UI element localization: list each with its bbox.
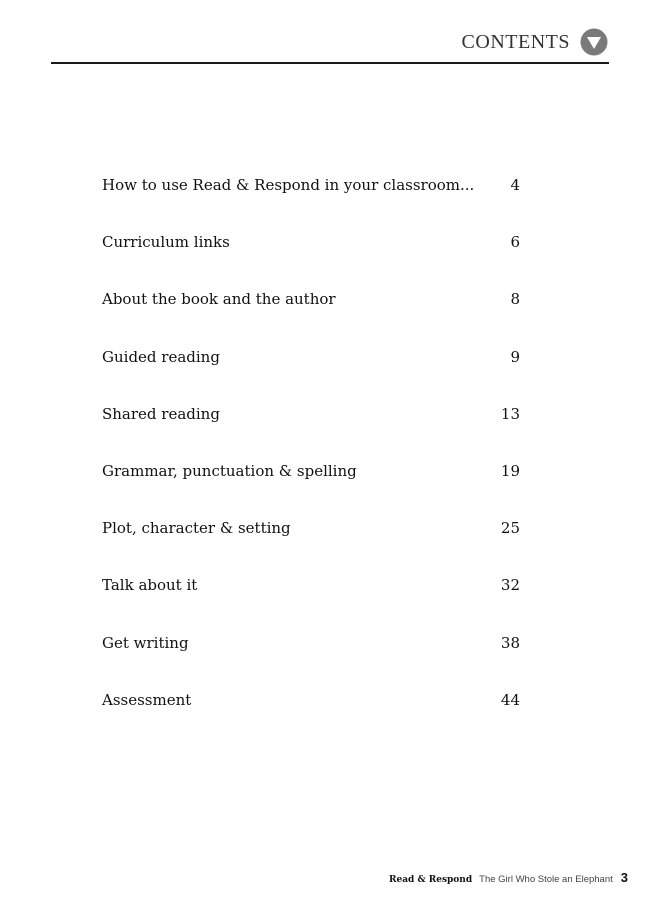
toc-entry-title: Assessment bbox=[102, 690, 192, 709]
header-divider bbox=[51, 62, 609, 64]
toc-entry-page: 6 bbox=[510, 233, 520, 252]
toc-entry-page: 44 bbox=[500, 690, 520, 709]
toc-entry-page: 8 bbox=[510, 290, 520, 309]
down-triangle-icon bbox=[580, 28, 608, 56]
toc-entry[interactable] bbox=[102, 685, 520, 742]
toc-entry-page: 9 bbox=[510, 347, 520, 366]
toc-entry-title: Get writing bbox=[102, 633, 189, 652]
toc-entry-page: 32 bbox=[500, 576, 520, 595]
toc-entry-title: Talk about it bbox=[102, 576, 198, 595]
toc-entry-title: Plot, character & setting bbox=[102, 519, 291, 538]
toc-entry-title: About the book and the author bbox=[102, 290, 336, 309]
toc-entry-page: 13 bbox=[500, 404, 520, 423]
toc-entry-page: 38 bbox=[500, 633, 520, 652]
page-footer bbox=[389, 870, 628, 885]
toc-entry[interactable] bbox=[102, 170, 520, 227]
toc-entry-title: Shared reading bbox=[102, 404, 220, 423]
footer-page-number: 3 bbox=[620, 870, 628, 885]
toc-entry-title: Guided reading bbox=[102, 347, 220, 366]
toc-entry-title: How to use Read & Respond in your classroom... bbox=[102, 176, 475, 194]
toc-entry-page: 19 bbox=[500, 461, 520, 480]
table-of-contents bbox=[102, 170, 520, 742]
toc-entry[interactable] bbox=[102, 284, 520, 341]
toc-entry[interactable] bbox=[102, 570, 520, 627]
toc-entry[interactable] bbox=[102, 342, 520, 399]
toc-entry-page: 25 bbox=[500, 519, 520, 538]
toc-entry-page: 4 bbox=[510, 176, 520, 194]
page-header bbox=[462, 26, 608, 58]
toc-entry-title: Grammar, punctuation & spelling bbox=[102, 461, 357, 480]
toc-entry[interactable] bbox=[102, 227, 520, 284]
toc-entry[interactable] bbox=[102, 399, 520, 456]
page-title: CONTENTS bbox=[461, 31, 570, 53]
toc-entry[interactable] bbox=[102, 513, 520, 570]
toc-entry-title: Curriculum links bbox=[102, 233, 230, 252]
toc-entry[interactable] bbox=[102, 456, 520, 513]
footer-series-name: Read & Respond bbox=[389, 875, 473, 885]
footer-book-title: The Girl Who Stole an Elephant bbox=[479, 874, 613, 885]
toc-entry[interactable] bbox=[102, 628, 520, 685]
